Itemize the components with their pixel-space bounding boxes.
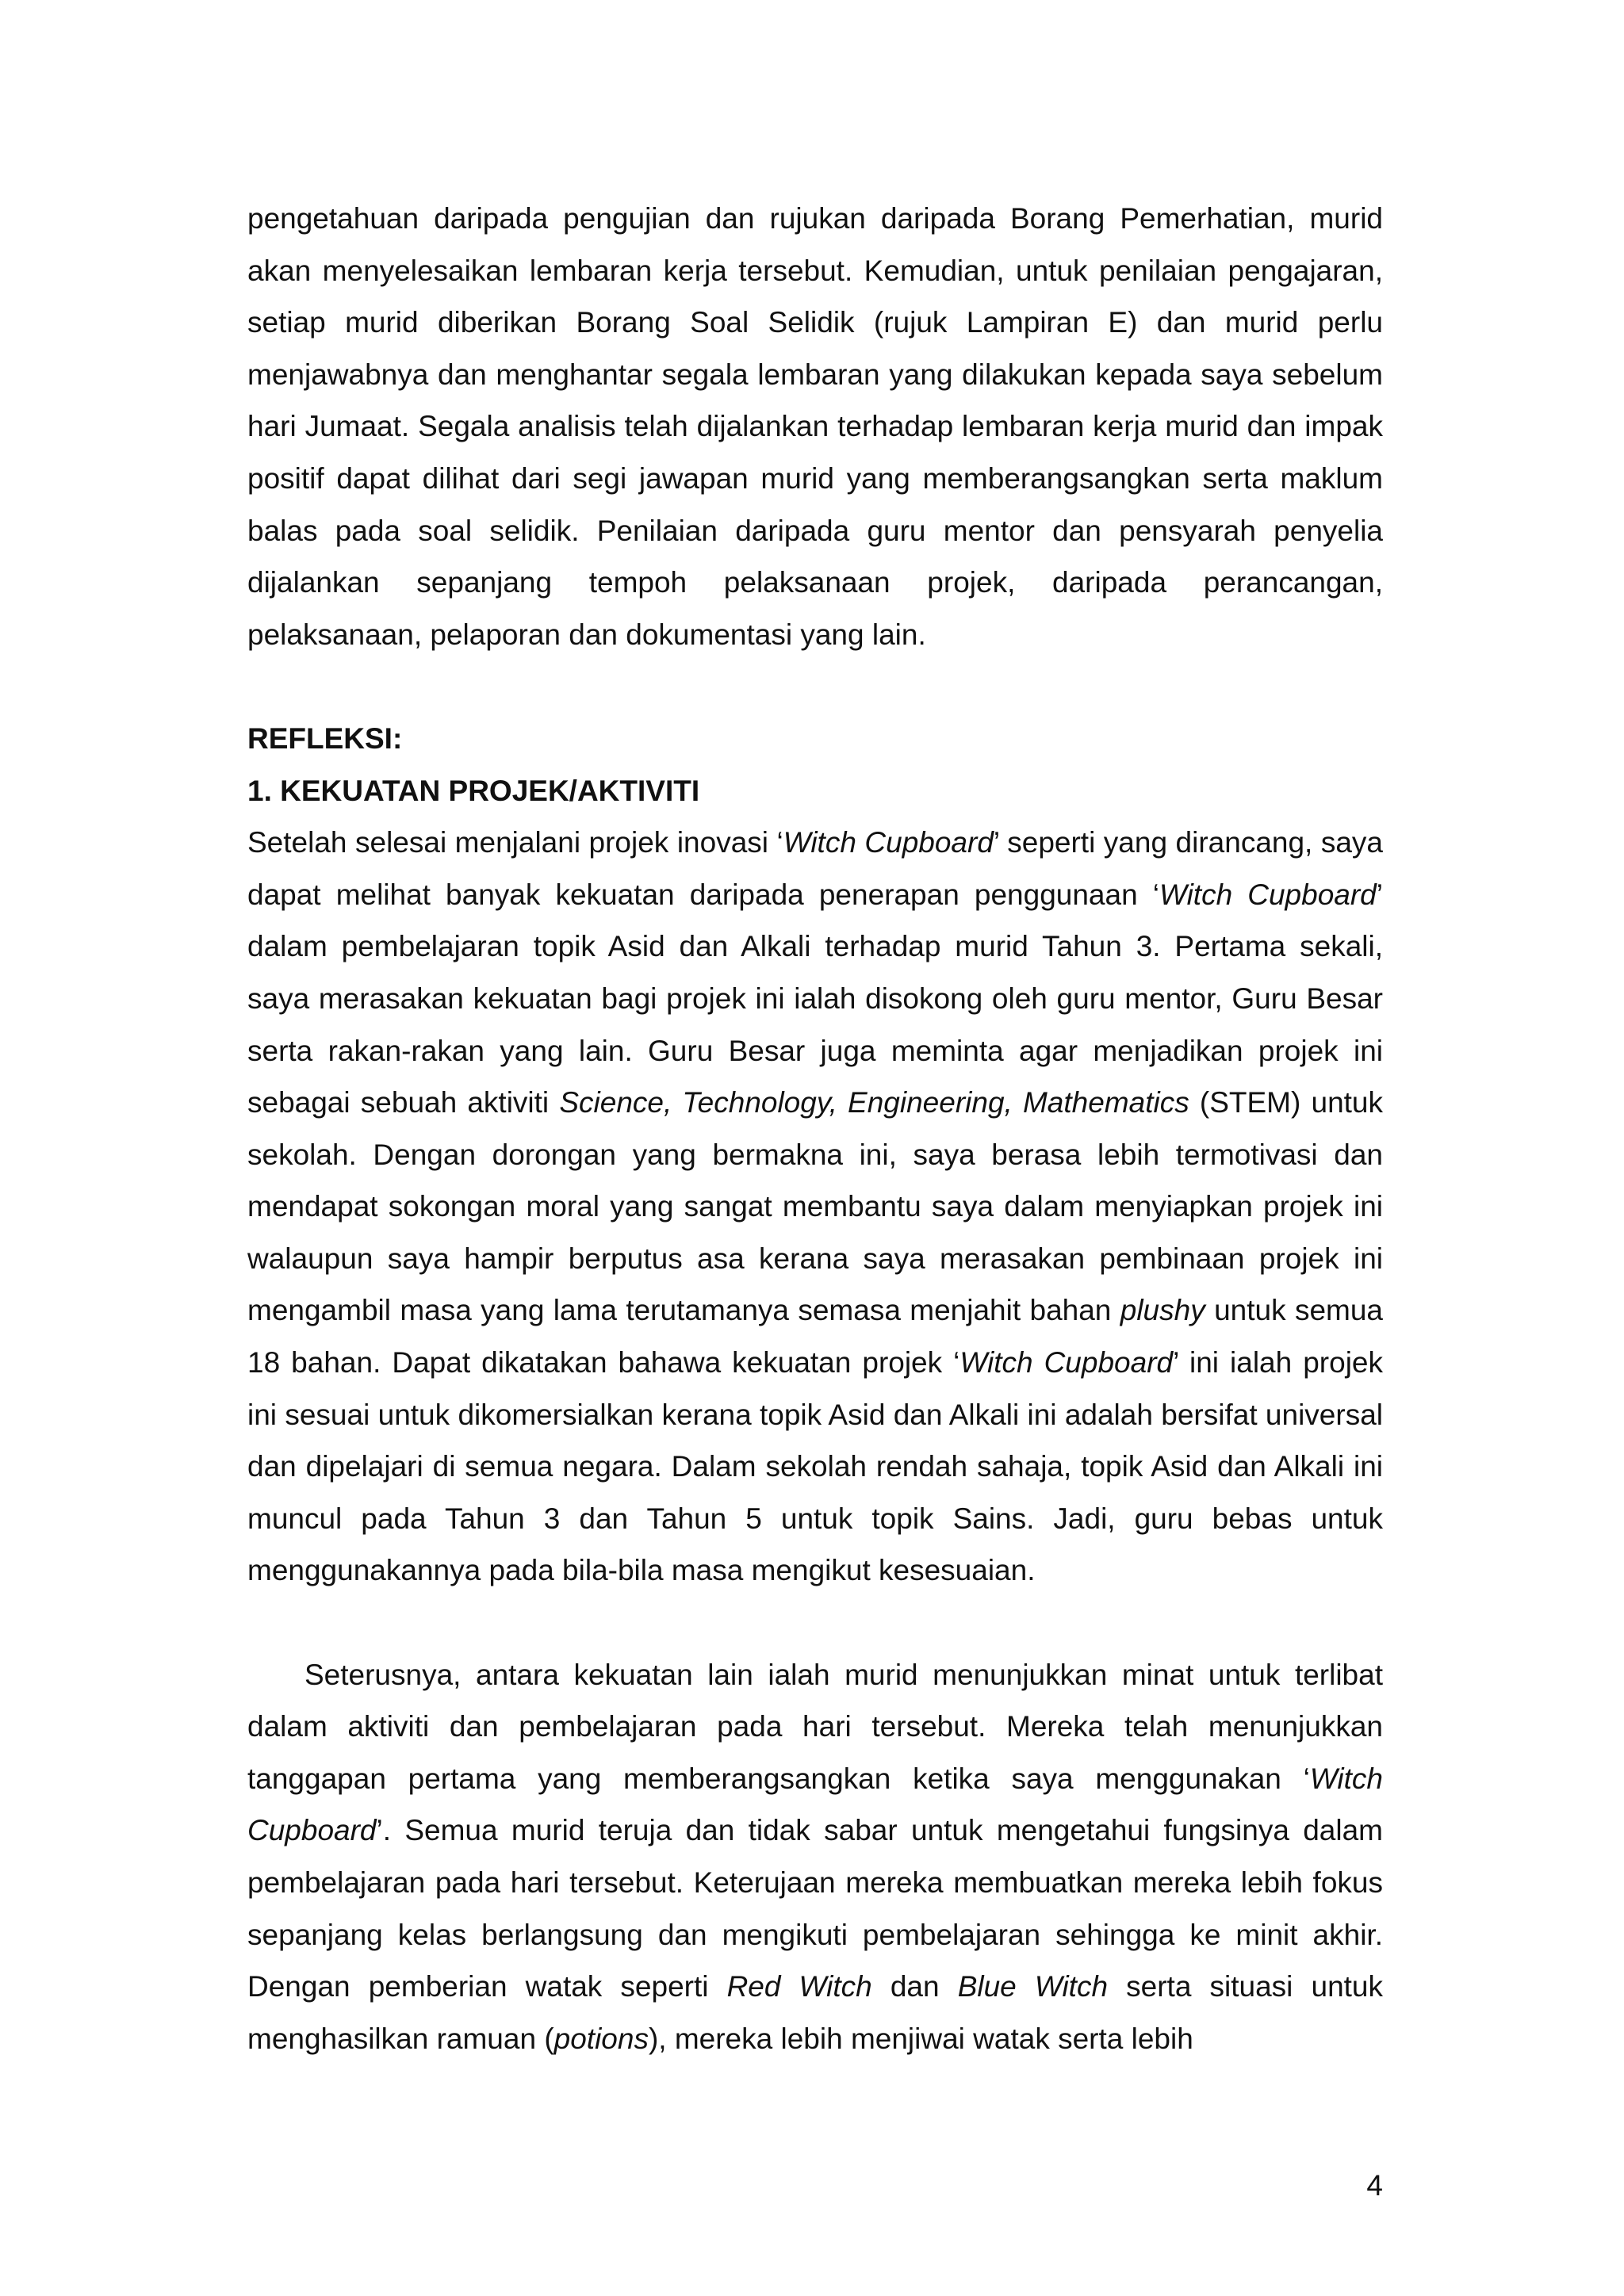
paragraph-student-interest (247, 1649, 1383, 2065)
paragraph-project-strengths (247, 817, 1383, 1597)
text-run: dan (871, 1970, 958, 2003)
text-run: ’ dalam pembelajaran topik Asid dan Alkali terhadap murid Tahun 3. Pertama sekali, saya merasakan kekuatan bagi projek ini ialah disokong oleh guru mentor, Guru Besar serta rakan-rakan yang lain. Guru Besar juga meminta agar menjadikan projek ini sebagai sebuah aktiviti (247, 878, 1383, 1119)
text-run: ’. Semua murid teruja dan tidak sabar untuk mengetahui fungsinya dalam pembelajaran pada hari tersebut. Keterujaan mereka membuatkan mereka lebih fokus sepanjang kelas berlangsung dan mengikuti pembelajaran sehingga ke minit akhir. Dengan pemberian watak seperti (247, 1814, 1383, 2003)
italic-term: Witch Cupboard (1159, 878, 1377, 911)
heading-kekuatan-projek: 1. KEKUATAN PROJEK/AKTIVITI (247, 774, 700, 807)
italic-term: Blue Witch (957, 1970, 1109, 2003)
text-run: (STEM) untuk sekolah. Dengan dorongan yang bermakna ini, saya berasa lebih termotivasi dan mendapat sokongan moral yang sangat membantu saya dalam menyiapkan projek ini walaupun saya hampir berputus asa kerana saya merasakan pembinaan projek ini mengambil masa yang lama terutamanya semasa menjahit bahan (247, 1086, 1384, 1327)
paragraph-assessment (247, 193, 1383, 660)
text-run: ’ seperti yang dirancang, saya dapat melihat banyak kekuatan daripada penerapan penggunaan ‘ (247, 826, 1383, 911)
text-run: ), mereka lebih menjiwai watak serta lebih (648, 2022, 1193, 2055)
text-run: Seterusnya, antara kekuatan lain ialah murid menunjukkan minat untuk terlibat dalam aktiviti dan pembelajaran pada hari tersebut. Mereka telah menunjukkan tanggapan pertama yang memberangsangkan ketika saya menggunakan ‘ (247, 1658, 1383, 1795)
paragraph-gap (247, 660, 1383, 713)
paragraph-assessment-text: pengetahuan daripada pengujian dan rujukan daripada Borang Pemerhatian, murid akan menyelesaikan lembaran kerja tersebut. Kemudian, untuk penilaian pengajaran, setiap murid diberikan Borang Soal Selidik (rujuk Lampiran E) dan murid perlu menjawabnya dan menghantar segala lembaran yang dilakukan kepada saya sebelum hari Jumaat. Segala analisis telah dijalankan terhadap lembaran kerja murid dan impak positif dapat dilihat dari segi jawapan murid yang memberangsangkan serta maklum balas pada soal selidik. Penilaian daripada guru mentor dan pensyarah penyelia dijalankan sepanjang tempoh pelaksanaan projek, daripada perancangan, pelaksanaan, pelaporan dan dokumentasi yang lain. (247, 202, 1383, 651)
italic-term: Science, Technology, Engineering, Mathematics (559, 1086, 1189, 1119)
page-number: 4 (1366, 2169, 1383, 2202)
italic-term: plushy (1120, 1294, 1205, 1327)
text-run: serta situasi untuk menghasilkan ramuan ( (247, 1970, 1384, 2055)
italic-term: Witch Cupboard (247, 1762, 1383, 1847)
text-run: ’ ini ialah projek ini sesuai untuk dikomersialkan kerana topik Asid dan Alkali ini adalah bersifat universal dan dipelajari di semua negara. Dalam sekolah rendah sahaja, topik Asid dan Alkali ini muncul pada Tahun 3 dan Tahun 5 untuk topik Sains. Jadi, guru bebas untuk menggunakannya pada bila-bila masa mengikut kesesuaian. (247, 1346, 1383, 1587)
italic-term: potions (553, 2022, 649, 2055)
heading-refleksi: REFLEKSI: (247, 721, 403, 755)
page-content (247, 193, 1383, 2064)
text-run: Setelah selesai menjalani projek inovasi ‘ (247, 826, 783, 859)
text-run: untuk semua 18 bahan. Dapat dikatakan bahawa kekuatan projek ‘ (247, 1294, 1383, 1380)
italic-term: Witch Cupboard (959, 1346, 1174, 1380)
paragraph-gap (247, 1597, 1383, 1649)
italic-term: Witch Cupboard (783, 826, 994, 859)
italic-term: Red Witch (726, 1970, 872, 2003)
